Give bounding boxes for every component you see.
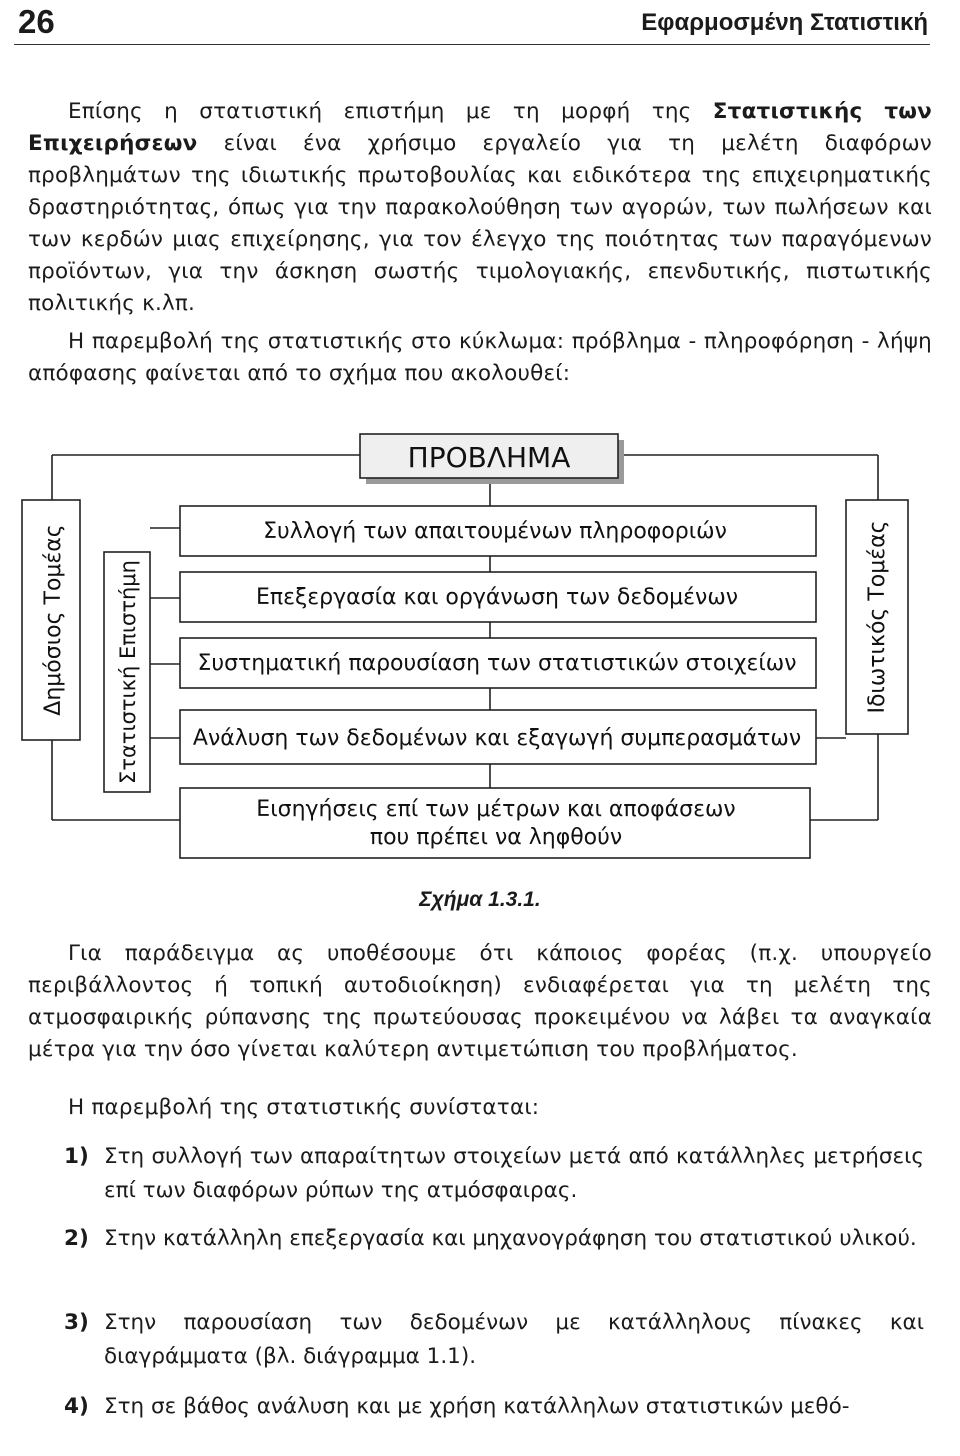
step-label-4: Ανάλυση των δεδομένων και εξαγωγή συμπερασμάτων xyxy=(192,726,802,751)
example-text: Για παράδειγμα ας υποθέσουμε ότι κάποιος φορέας (π.χ. υπουργείο περιβάλλοντος ή τοπική αυτοδιοίκηση) ενδιαφέρεται για τη μελέτη της ατμοσφαιρικής ρύπανσης της πρωτεύουσας προκειμένου να λάβει τα αναγκαία μέτρα για την όσο γίνεται καλύτερη αντιμετώπιση του προβλήματος. xyxy=(28,941,932,1062)
page-number: 26 xyxy=(18,3,55,40)
list-item xyxy=(64,1222,924,1256)
list-item-text: Στη συλλογή των απαραίτητων στοιχείων μετά από κατάλληλες μετρήσεις επί των διαφόρων ρύπων της ατμόσφαιρας. xyxy=(104,1144,924,1203)
diagram-intro-text: Η παρεμβολή της στατιστικής στο κύκλωμα: πρόβλημα - πληροφόρηση - λήψη απόφασης φαίνεται από το σχήμα που ακολουθεί: xyxy=(28,329,932,386)
intro-text-start: Επίσης η στατιστική επιστήμη με τη μορφή της xyxy=(68,99,713,124)
intervention-paragraph xyxy=(28,1092,932,1124)
intervention-text: Η παρεμβολή της στατιστικής συνίσταται: xyxy=(68,1095,540,1120)
decision-label-line2: που πρέπει να ληφθούν xyxy=(369,825,623,850)
list-item-number: 3) xyxy=(64,1310,89,1335)
diagram-svg xyxy=(0,420,960,870)
step-label-3: Συστηματική παρουσίαση των στατιστικών στοιχείων xyxy=(197,651,797,676)
list-item-number: 1) xyxy=(64,1144,89,1169)
intro-paragraph xyxy=(28,96,932,320)
list-item xyxy=(64,1306,924,1374)
decision-label-line1: Εισηγήσεις επί των μέτρων και αποφάσεων xyxy=(256,797,736,822)
step-label-2: Επεξεργασία και οργάνωση των δεδομένων xyxy=(255,585,739,610)
step-label-1: Συλλογή των απαιτουμένων πληροφοριών xyxy=(263,519,727,544)
statistical-science-label: Στατιστική Επιστήμη xyxy=(116,560,140,784)
figure-caption: Σχήμα 1.3.1. xyxy=(419,888,541,911)
list-item-text: Στην παρουσίαση των δεδομένων με κατάλληλους πίνακες και διαγράμματα (βλ. διάγραμμα 1.1). xyxy=(104,1310,924,1369)
page-header xyxy=(14,0,930,45)
list-item xyxy=(64,1390,924,1424)
intro-text-end: είναι ένα χρήσιμο εργαλείο για τη μελέτη διαφόρων προβλημάτων της ιδιωτικής πρωτοβουλίας και ειδικότερα της επιχειρηματικής δραστηριότητας, όπως για την παρακολούθηση των αγορών, των πωλήσεων και των κερδών μιας επιχείρησης, για τον έλεγχο της ποιότητας των παραγόμενων προϊόντων, για την άσκηση σωστής τιμολογιακής, επενδυτικής, πιστωτικής πολιτικής κ.λπ. xyxy=(28,131,932,316)
public-sector-label: Δημόσιος Τομέας xyxy=(41,524,66,716)
list-item-number: 2) xyxy=(64,1226,89,1251)
list-item xyxy=(64,1140,924,1208)
list-item-number: 4) xyxy=(64,1394,89,1419)
statistics-flow-diagram xyxy=(0,420,960,874)
intro-bold-term: Στατιστικής των Επιχειρήσεων xyxy=(28,99,932,156)
problem-label: ΠΡΟΒΛΗΜΑ xyxy=(407,441,571,474)
private-sector-label: Ιδιωτικός Τομέας xyxy=(865,520,890,714)
running-title: Εφαρμοσμένη Στατιστική xyxy=(641,9,928,36)
diagram-intro-paragraph xyxy=(28,326,932,390)
list-item-text: Στη σε βάθος ανάλυση και με χρήση κατάλληλων στατιστικών μεθό- xyxy=(104,1394,850,1419)
example-paragraph xyxy=(28,938,932,1066)
list-item-text: Στην κατάλληλη επεξεργασία και μηχανογράφηση του στατιστικού υλικού. xyxy=(104,1226,917,1251)
